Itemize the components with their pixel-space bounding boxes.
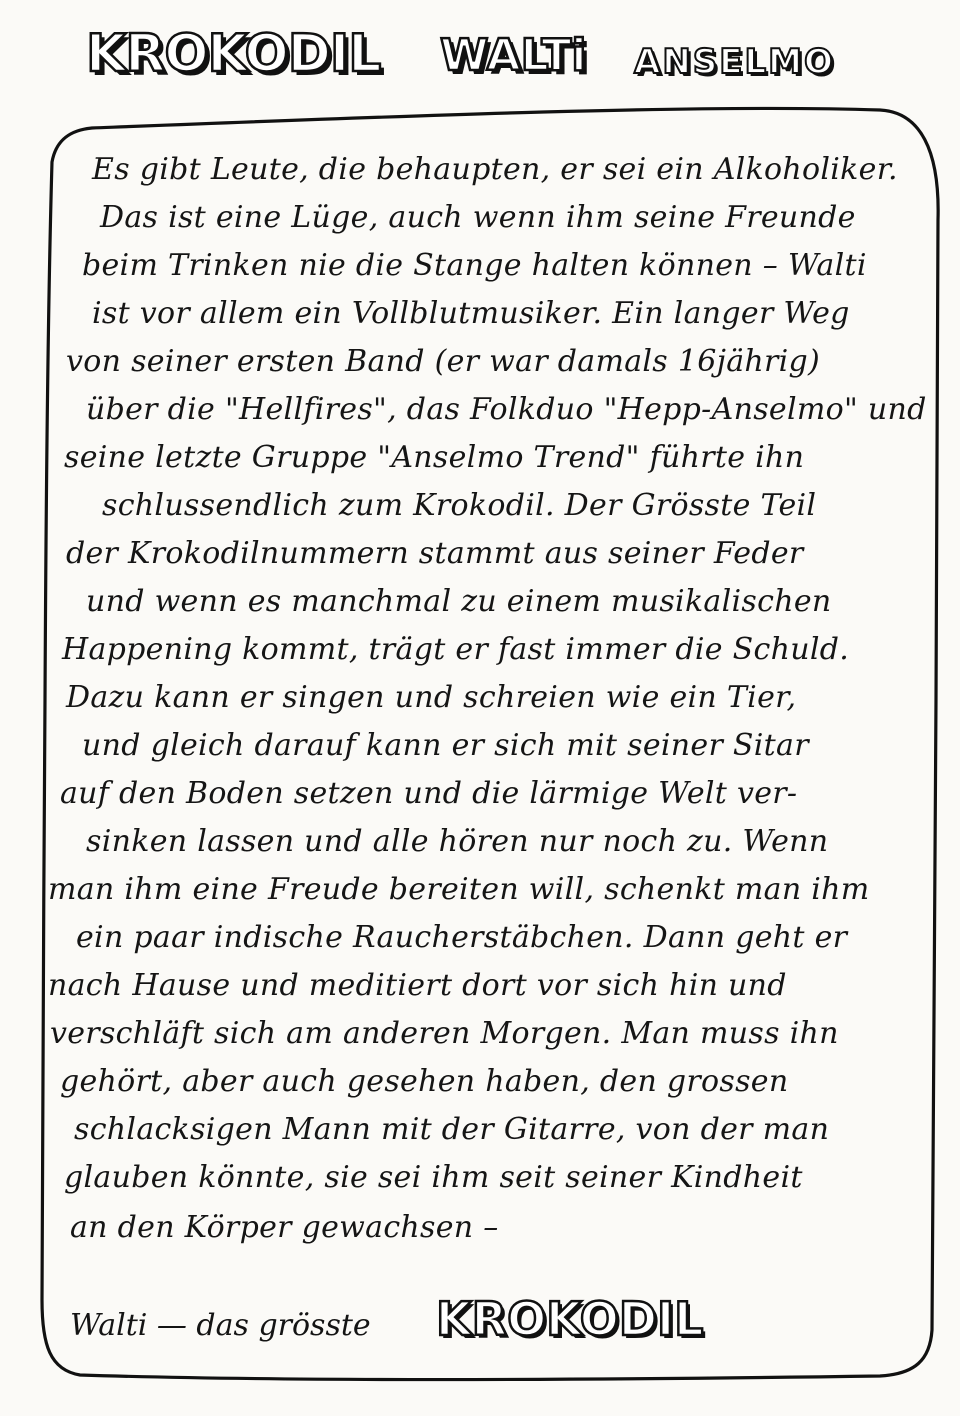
signature-text: Walti — das grösste <box>70 1308 371 1343</box>
text-line: Dazu kann er singen und schreien wie ein Tier, <box>66 680 797 715</box>
text-line: von seiner ersten Band (er war damals 16jährig) <box>66 344 821 379</box>
text-line: sinken lassen und alle hören nur noch zu. Wenn <box>86 824 829 859</box>
text-line: schlussendlich zum Krokodil. Der Grösste Teil <box>102 488 817 523</box>
text-line: Das ist eine Lüge, auch wenn ihm seine Freunde <box>100 200 856 235</box>
first-name-title: WALTi <box>440 30 587 81</box>
text-line: seine letzte Gruppe "Anselmo Trend" führte ihn <box>64 440 805 475</box>
text-line: Happening kommt, trägt er fast immer die Schuld. <box>62 632 850 667</box>
text-line: der Krokodilnummern stammt aus seiner Feder <box>66 536 804 571</box>
text-line: gehört, aber auch gesehen haben, den grossen <box>60 1064 789 1099</box>
text-line: man ihm eine Freude bereiten will, schenkt man ihm <box>48 872 870 907</box>
signature-logo: KROKODIL <box>436 1292 704 1346</box>
text-line: und gleich darauf kann er sich mit seiner Sitar <box>82 728 809 763</box>
text-line: nach Hause und meditiert dort vor sich hin und <box>48 968 787 1003</box>
text-line: beim Trinken nie die Stange halten können – Walti <box>82 248 867 283</box>
text-line: und wenn es manchmal zu einem musikalischen <box>86 584 832 619</box>
text-line: schlacksigen Mann mit der Gitarre, von der man <box>74 1112 830 1147</box>
text-line: verschläft sich am anderen Morgen. Man muss ihn <box>50 1016 839 1051</box>
text-line: ein paar indische Raucherstäbchen. Dann geht er <box>76 920 848 955</box>
band-name-title: KROKODIL <box>86 24 381 84</box>
text-line: über die "Hellfires", das Folkduo "Hepp-Anselmo" und <box>86 392 927 427</box>
text-line: Es gibt Leute, die behaupten, er sei ein Alkoholiker. <box>92 152 898 187</box>
text-line: glauben könnte, sie sei ihm seit seiner Kindheit <box>64 1160 803 1195</box>
text-line: an den Körper gewachsen – <box>70 1210 499 1245</box>
last-name-title: ANSELMO <box>634 42 835 82</box>
text-line: ist vor allem ein Vollblutmusiker. Ein langer Weg <box>92 296 850 331</box>
text-line: auf den Boden setzen und die lärmige Welt ver- <box>60 776 798 811</box>
